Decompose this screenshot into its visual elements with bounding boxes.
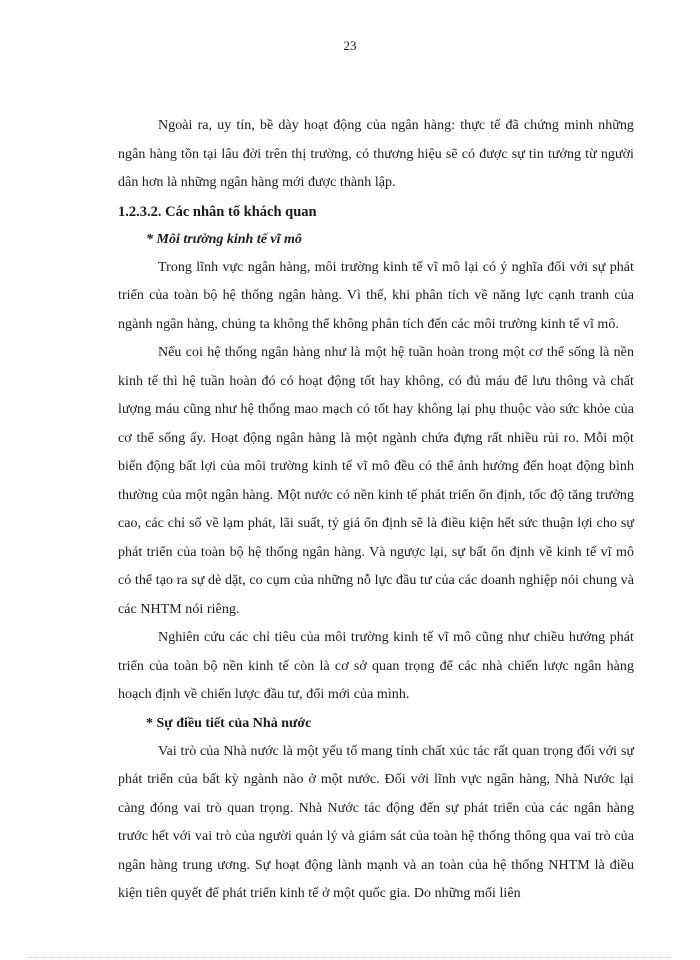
paragraph-circulatory-analogy: Nếu coi hệ thống ngân hàng như là một hệ tuần hoàn trong một cơ thể sống là nền kinh tế thì hệ tuần hoàn đó có hoạt động tốt hay không, có đủ máu để lưu thông và chất lượng máu cũng như hệ thống mao mạch có tốt hay không lại phụ thuộc vào sức khỏe của cơ thể sống ấy. Hoạt động ngân hàng là một ngành chứa đựng rất nhiều rủi ro. Mỗi một biến động bất lợi của môi trường kinh tế vĩ mô đều có thể ảnh hưởng đến hoạt động bình thường của một ngân hàng. Một nước có nền kinh tế phát triển ổn định, tốc độ tăng trưởng cao, các chỉ số về lạm phát, lãi suất, tỷ giá ổn định sẽ là điều kiện hết sức thuận lợi cho sự phát triển của toàn bộ hệ thống ngân hàng. Và ngược lại, sự bất ổn định về kinh tế vĩ mô có thể tạo ra sự dè dặt, co cụm của những nỗ lực đầu tư của các doanh nghiệp nói chung và các NHTM nói riêng. <box>118 345 634 617</box>
page-number: 23 <box>343 38 357 53</box>
paragraph-macro-intro: Trong lĩnh vực ngân hàng, môi trường kinh tế vĩ mô lại có ý nghĩa đối với sự phát triển của toàn bộ hệ thống ngân hàng. Vì thế, khi phân tích về năng lực cạnh tranh của ngành ngân hàng, chúng ta không thể không phân tích đến các môi trường kinh tế vĩ mô. <box>118 259 634 332</box>
page-bottom-border <box>28 957 672 958</box>
section-heading: 1.2.3.2. Các nhân tố khách quan <box>118 203 317 220</box>
paragraph-state-role: Vai trò của Nhà nước là một yếu tố mang tính chất xúc tác rất quan trọng đối với sự phát triển của bất kỳ ngành nào ở một nước. Đối với lĩnh vực ngân hàng, Nhà Nước lại càng đóng vai trò quan trọng. Nhà Nước tác động đến sự phát triển của các ngân hàng trước hết với vai trò của người quản lý và giám sát của toàn hệ thống thông qua vai trò của ngân hàng trung ương. Sự hoạt động lành mạnh và an toàn của hệ thống NHTM là điều kiện tiên quyết để phát triển kinh tế ở một quốc gia. Do những mối liên <box>118 743 634 901</box>
page-body <box>118 112 634 909</box>
paragraph-reputation: Ngoài ra, uy tín, bề dày hoạt động của ngân hàng: thực tế đã chứng minh những ngân hàng tồn tại lâu đời trên thị trường, có thương hiệu sẽ có được sự tin tưởng từ người dân hơn là những ngân hàng mới được thành lập. <box>118 118 634 190</box>
subheading-state-regulation: * Sự điều tiết của Nhà nước <box>146 715 312 731</box>
subheading-macro-environment: * Môi trường kinh tế vĩ mô <box>146 231 302 247</box>
paragraph-macro-indicators: Nghiên cứu các chỉ tiêu của môi trường kinh tế vĩ mô cũng như chiều hướng phát triển của toàn bộ nền kinh tế còn là cơ sở quan trọng để các nhà chiến lược ngân hàng hoạch định về chiến lược đầu tư, đổi mới của mình. <box>118 630 634 702</box>
